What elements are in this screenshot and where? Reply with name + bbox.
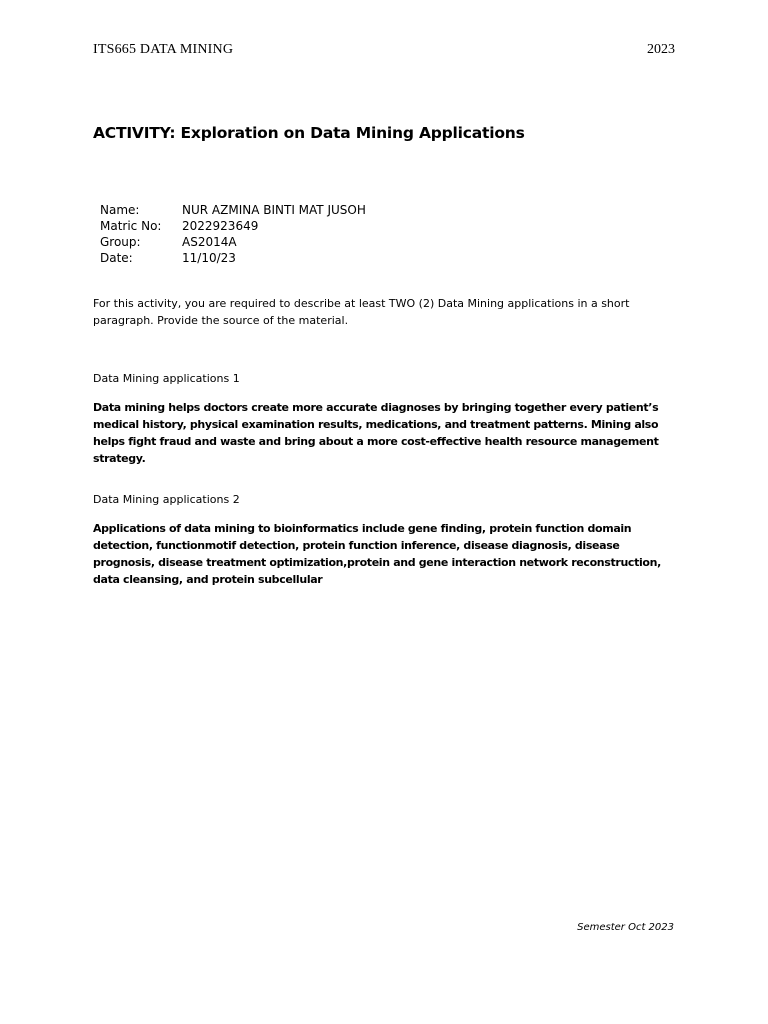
application-2-body: Applications of data mining to bioinformatics include gene finding, protein function domain detection, functionmotif detection, protein function inference, disease diagnosis, disease prognosis, disease treatment optimization,protein and gene interaction network reconstruction, data cleansing, and protein subcellular	[93, 522, 661, 586]
matric-value: 2022923649	[182, 219, 259, 233]
name-value: NUR AZMINA BINTI MAT JUSOH	[182, 203, 366, 217]
info-row-matric	[100, 218, 366, 234]
header-year: 2023	[647, 42, 675, 57]
date-label: Date:	[100, 251, 133, 265]
name-label: Name:	[100, 203, 140, 217]
header-course: ITS665 DATA MINING	[93, 42, 234, 57]
info-row-name	[100, 202, 366, 218]
info-row-date	[100, 250, 366, 266]
application-1-heading: Data Mining applications 1	[93, 372, 240, 385]
footer-semester: Semester Oct 2023	[577, 922, 674, 933]
application-1-body: Data mining helps doctors create more accurate diagnoses by bringing together every patient’s medical history, physical examination results, medications, and treatment patterns. Mining also helps fight fraud and waste and bring about a more cost-effective health resource management strategy.	[93, 401, 659, 465]
group-value: AS2014A	[182, 235, 237, 249]
info-row-group	[100, 234, 366, 250]
date-value: 11/10/23	[182, 251, 236, 265]
group-label: Group:	[100, 235, 141, 249]
matric-label: Matric No:	[100, 219, 162, 233]
application-2-heading: Data Mining applications 2	[93, 493, 240, 506]
instructions-paragraph: For this activity, you are required to describe at least TWO (2) Data Mining applications in a short paragraph. Provide the source of the material.	[93, 297, 630, 327]
page-title: ACTIVITY: Exploration on Data Mining Applications	[93, 124, 525, 142]
student-info-table	[100, 202, 366, 266]
